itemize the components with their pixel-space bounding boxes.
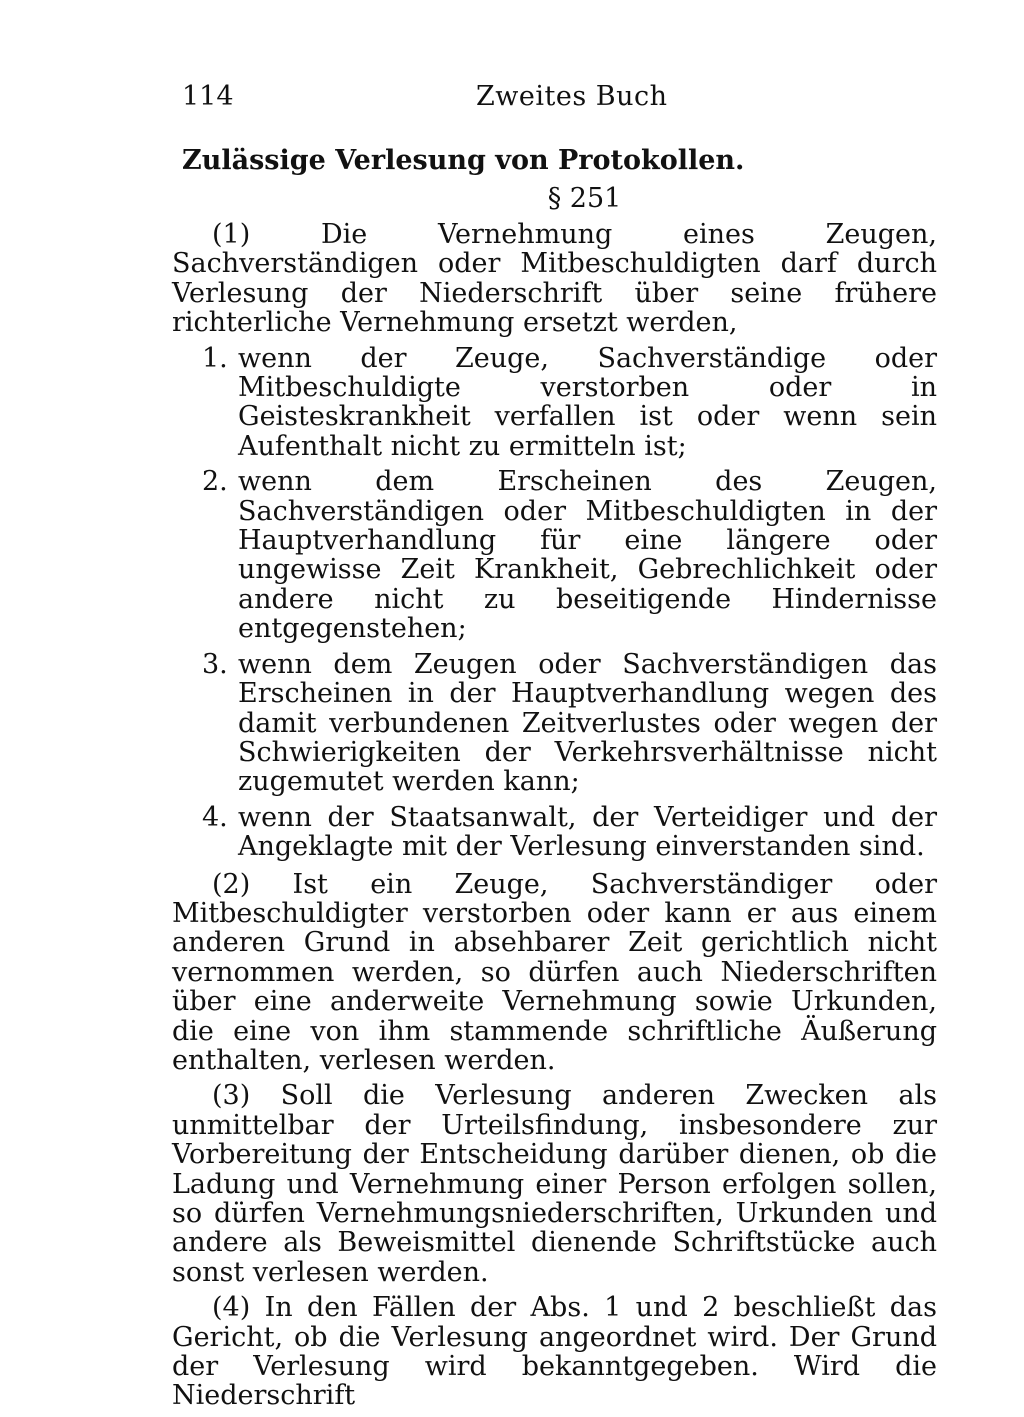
list-item-number: 1. <box>202 342 228 374</box>
list-item-number: 4. <box>202 801 228 833</box>
list-item-text: wenn dem Zeugen oder Sachverständigen das Erscheinen in der Hauptverhandlung wegen des damit verbundenen Zeitverlustes oder wegen der Schwierigkeiten der Verkehrsverhältnisse nicht zugemutet werden kann; <box>238 648 937 798</box>
page-number: 114 <box>182 81 234 112</box>
paragraph-4: (4) In den Fällen der Abs. 1 und 2 beschließt das Gericht, ob die Verlesung angeordnet wird. Der Grund der Verlesung wird bekanntgegeben. Wird die Niederschrift <box>172 1292 937 1412</box>
list-item-text: wenn der Zeuge, Sachverständige oder Mitbeschuldigte verstorben oder in Geisteskrankheit verfallen ist oder wenn sein Aufenthalt nicht zu ermitteln ist; <box>238 342 937 462</box>
list-item <box>172 467 937 643</box>
list-item-number: 2. <box>202 466 228 498</box>
list-item-text: wenn dem Erscheinen des Zeugen, Sachverständigen oder Mitbeschuldigten in der Hauptverhandlung für eine längere oder ungewisse Zeit Krankheit, Gebrechlichkeit oder andere nicht zu beseitigende Hindernisse entgegenstehen; <box>238 466 937 645</box>
paragraph-sign: § 251 <box>547 183 622 214</box>
list-item <box>172 803 937 862</box>
section-heading: Zulässige Verlesung von Protokollen. <box>182 145 745 176</box>
paragraph-1-list <box>172 344 937 862</box>
paragraph-1-intro: (1) Die Vernehmung eines Zeugen, Sachverständigen oder Mitbeschuldigten darf durch Verlesung der Niederschrift über seine frühere richterliche Vernehmung ersetzt werden, <box>172 219 937 339</box>
paragraph-2: (2) Ist ein Zeuge, Sachverständiger oder Mitbeschuldigter verstorben oder kann er aus einem anderen Grund in absehbarer Zeit gerichtlich nicht vernommen werden, so dürfen auch Niederschriften über eine anderweite Vernehmung sowie Urkunden, die eine von ihm stammende schriftliche Äußerung enthalten, verlesen werden. <box>172 868 937 1076</box>
running-title: Zweites Buch <box>476 81 668 112</box>
list-item-text: wenn der Staatsanwalt, der Verteidiger und der Angeklagte mit der Verlesung einverstanden sind. <box>238 801 937 863</box>
list-item <box>172 344 937 462</box>
book-page <box>172 82 937 1417</box>
running-head <box>172 82 937 122</box>
list-item <box>172 650 937 797</box>
paragraph-3: (3) Soll die Verlesung anderen Zwecken als unmittelbar der Urteilsfindung, insbesondere zur Vorbereitung der Entscheidung darüber dienen, ob die Ladung und Vernehmung einer Person erfolgen sollen, so dürfen Vernehmungsniederschriften, Urkunden und andere als Beweismittel dienende Schriftstücke auch sonst verlesen werden. <box>172 1080 937 1288</box>
list-item-number: 3. <box>202 648 228 680</box>
